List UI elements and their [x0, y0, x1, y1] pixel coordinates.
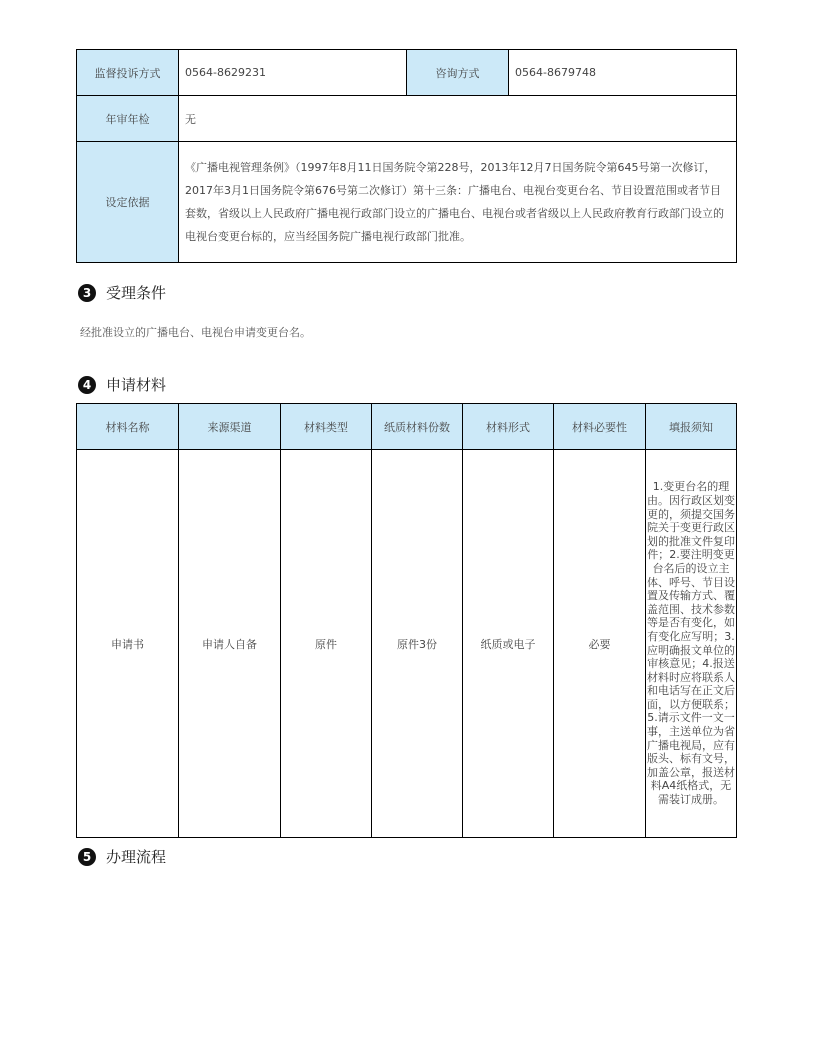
notes-cell: 1.变更台名的理由。因行政区划变更的，须提交国务院关于变更行政区划的批准文件复印件；2.要注明变更台名后的设立主体、呼号、节目设置及传输方式、覆盖范围、技术参数等是否有变化，如有变化应写明；3.应明确报文单位的审核意见；4.报送材料时应将联系人和电话写在正文后面，以方便联系；5.请示文件一文一事，主送单位为省广播电视局，应有版头、标有文号，加盖公章，报送材料A4纸格式，无需装订成册。	[646, 450, 737, 838]
consult-value: 0564-8679748	[509, 50, 737, 96]
basis-value: 《广播电视管理条例》（1997年8月11日国务院令第228号，2013年12月7日国务院令第645号第一次修订，2017年3月1日国务院令第676号第二次修订）第十三条：广播电台、电视台变更台名、节目设置范围或者节目套数，省级以上人民政府广播电视行政部门设立的广播电台、电视台或者省级以上人民政府教育行政部门设立的电视台变更台标的，应当经国务院广播电视行政部门批准。	[179, 142, 737, 263]
section-number-badge: 4	[78, 376, 96, 394]
complaint-label: 监督投诉方式	[77, 50, 179, 96]
annual-value: 无	[179, 96, 737, 142]
section-number-badge: 3	[78, 284, 96, 302]
form-cell: 纸质或电子	[463, 450, 554, 838]
header-necessity: 材料必要性	[554, 404, 646, 450]
materials-table	[76, 403, 737, 838]
complaint-value: 0564-8629231	[179, 50, 407, 96]
header-source: 来源渠道	[179, 404, 281, 450]
material-name-cell: 申请书	[77, 450, 179, 838]
section-4-heading	[78, 374, 166, 395]
source-cell: 申请人自备	[179, 450, 281, 838]
header-paper-copies: 纸质材料份数	[372, 404, 463, 450]
section-title: 受理条件	[106, 284, 167, 302]
header-material-form: 材料形式	[463, 404, 554, 450]
section-title: 申请材料	[106, 376, 167, 394]
contact-row	[77, 50, 737, 96]
necessity-cell: 必要	[554, 450, 646, 838]
acceptance-condition-text: 经批准设立的广播电台、电视台申请变更台名。	[80, 326, 311, 339]
header-filling-notes: 填报须知	[646, 404, 737, 450]
basis-label: 设定依据	[77, 142, 179, 263]
header-material-type: 材料类型	[281, 404, 372, 450]
basis-row	[77, 142, 737, 263]
table-header-row	[77, 404, 737, 450]
info-table	[76, 49, 737, 263]
section-title: 办理流程	[106, 848, 167, 866]
section-number-badge: 5	[78, 848, 96, 866]
section-5-heading	[78, 846, 166, 867]
section-3-heading	[78, 282, 166, 303]
table-row	[77, 450, 737, 838]
annual-row	[77, 96, 737, 142]
header-material-name: 材料名称	[77, 404, 179, 450]
material-type-cell: 原件	[281, 450, 372, 838]
annual-label: 年审年检	[77, 96, 179, 142]
consult-label: 咨询方式	[407, 50, 509, 96]
copies-cell: 原件3份	[372, 450, 463, 838]
